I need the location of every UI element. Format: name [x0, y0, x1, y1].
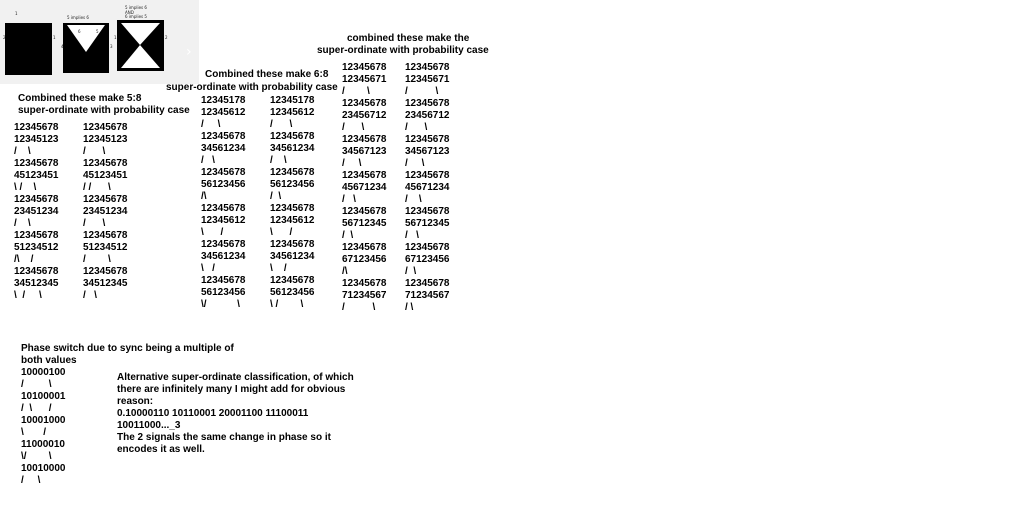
right-column-1 — [342, 62, 387, 314]
thumb-corner-1: 2 — [3, 35, 6, 40]
text-line: 12345678 — [201, 131, 246, 142]
text-line: 12345678 — [342, 206, 387, 217]
text-line: 12345612 — [201, 215, 246, 226]
left-column-1 — [14, 122, 59, 302]
text-line: 45671234 — [342, 182, 387, 193]
thumb-label-4: AND — [125, 10, 134, 15]
left-heading-2: super-ordinate with probability case — [18, 105, 190, 116]
text-line: 12345678 — [342, 98, 387, 109]
text-line: 45123451 — [83, 170, 128, 181]
thumb-label-5: 6 implies 5 — [125, 14, 147, 19]
text-line: 56123456 — [270, 287, 315, 298]
text-line: 67123456 — [342, 254, 387, 265]
text-line: 34567123 — [405, 146, 450, 157]
text-line: 12345678 — [405, 134, 450, 145]
text-line: / \ — [342, 230, 354, 241]
text-line: 12345178 — [201, 95, 246, 106]
text-line: \ / \ — [270, 299, 304, 310]
text-line: 34567123 — [342, 146, 387, 157]
text-line: 11000010 — [21, 439, 65, 450]
thumb-corner-8: 2 — [165, 35, 168, 40]
text-line: 10100001 — [21, 391, 66, 402]
text-line: 12345123 — [14, 134, 59, 145]
text-line: / \ — [270, 119, 293, 130]
text-line: / \ — [83, 146, 106, 157]
text-line: / \ — [342, 302, 376, 313]
text-line: 56123456 — [201, 179, 246, 190]
text-line: / \ — [405, 158, 425, 169]
left-column-2 — [83, 122, 128, 302]
text-line: 23451234 — [83, 206, 128, 217]
text-line: 12345678 — [270, 203, 315, 214]
text-line: 51234512 — [83, 242, 128, 253]
thumbnail-square-1 — [5, 23, 52, 75]
text-line: Alternative super-ordinate classification, of which — [117, 372, 354, 383]
text-line: 10010000 — [21, 463, 66, 474]
text-line: 12345678 — [405, 206, 450, 217]
text-line: 12345678 — [83, 122, 128, 133]
text-line: 51234512 — [14, 242, 59, 253]
thumb-corner-6: 5 — [96, 29, 99, 34]
thumbnail-diagrams — [0, 0, 199, 84]
text-line: 12345678 — [14, 194, 59, 205]
text-line: 23451234 — [14, 206, 59, 217]
text-line: 12345678 — [14, 122, 59, 133]
text-line: 12345671 — [405, 74, 450, 85]
text-line: 12345178 — [270, 95, 315, 106]
text-line: / \ — [83, 290, 97, 301]
text-line: 34561234 — [201, 143, 246, 154]
thumb-corner-3: 4 — [61, 44, 64, 49]
text-line: 12345678 — [342, 134, 387, 145]
text-line: 71234567 — [342, 290, 387, 301]
text-line: / \ — [14, 146, 31, 157]
text-line: 56123456 — [201, 287, 246, 298]
text-line: 34561234 — [270, 251, 315, 262]
text-line: 12345678 — [405, 62, 450, 73]
text-line: / \ — [83, 254, 111, 265]
text-line: encodes it as well. — [117, 444, 205, 455]
text-line: / \ — [405, 266, 417, 277]
text-line: /\ — [342, 266, 348, 277]
text-line: 12345678 — [270, 131, 315, 142]
text-line: 12345678 — [201, 275, 246, 286]
text-line: 12345612 — [201, 107, 246, 118]
text-line: \ / \ — [14, 182, 37, 193]
text-line: \ / — [21, 427, 47, 438]
text-line: 12345678 — [83, 194, 128, 205]
text-line: 56123456 — [270, 179, 315, 190]
left-heading-1: Combined these make 5:8 — [18, 93, 142, 104]
text-line: / \ / — [21, 403, 52, 414]
middle-heading-2: super-ordinate with probability case — [166, 82, 338, 93]
text-line: 34561234 — [201, 251, 246, 262]
chevron-right-icon[interactable]: › — [186, 44, 192, 60]
text-line: / \ — [270, 155, 287, 166]
thumb-label-2: 5 implies 6 — [67, 15, 89, 20]
text-line: \/ \ — [201, 299, 240, 310]
text-line: / \ — [405, 302, 414, 313]
text-line: 34561234 — [270, 143, 315, 154]
text-line: 23456712 — [405, 110, 450, 121]
text-line: 12345678 — [342, 62, 387, 73]
text-line: 12345678 — [201, 239, 246, 250]
middle-heading-1: Combined these make 6:8 — [205, 69, 329, 80]
middle-column-1 — [201, 95, 246, 311]
text-line: 10001000 — [21, 415, 66, 426]
text-line: 12345678 — [405, 98, 450, 109]
thumb-corner-4: 3 — [110, 44, 113, 49]
text-line: 12345678 — [83, 158, 128, 169]
text-line: / / \ — [83, 182, 111, 193]
text-line: 34512345 — [14, 278, 59, 289]
text-line: 12345678 — [270, 239, 315, 250]
text-line: 23456712 — [342, 110, 387, 121]
text-line: 56712345 — [405, 218, 450, 229]
thumbnail-diagram-3 — [117, 20, 164, 71]
text-line: 0.10000110 10110001 20001100 11100011 — [117, 408, 309, 419]
text-line: / \ — [342, 158, 362, 169]
text-line: 12345678 — [83, 230, 128, 241]
text-line: 12345612 — [270, 215, 315, 226]
text-line: 56712345 — [342, 218, 387, 229]
text-line: reason: — [117, 396, 154, 407]
text-line: / \ — [14, 218, 31, 229]
text-line: 12345678 — [405, 242, 450, 253]
text-line: \ / — [201, 263, 215, 274]
text-line: / \ — [201, 155, 215, 166]
text-line: there are infinitely many I might add for obvious — [117, 384, 346, 395]
text-line: / \ — [342, 122, 365, 133]
text-line: / \ — [405, 194, 422, 205]
text-line: 12345678 — [405, 278, 450, 289]
thumb-corner-5: 6 — [78, 29, 81, 34]
text-line: 67123456 — [405, 254, 450, 265]
text-line: / \ — [201, 119, 221, 130]
text-line: The 2 signals the same change in phase so it — [117, 432, 331, 443]
thumbnail-diagram-2 — [63, 23, 109, 73]
text-line: 12345678 — [201, 203, 246, 214]
text-line: 12345678 — [405, 170, 450, 181]
text-line: 12345671 — [342, 74, 387, 85]
text-line: \ / — [270, 227, 293, 238]
text-line: /\ — [201, 191, 207, 202]
right-column-2 — [405, 62, 450, 314]
text-line: 71234567 — [405, 290, 450, 301]
text-line: / \ — [21, 475, 41, 486]
text-line: 45123451 — [14, 170, 59, 181]
thumb-corner-7: 1 — [114, 35, 117, 40]
text-line: 12345678 — [270, 167, 315, 178]
phase-heading-1: Phase switch due to sync being a multiple of — [21, 343, 234, 354]
text-line: / \ — [342, 194, 356, 205]
text-line: / \ — [405, 230, 419, 241]
middle-column-2 — [270, 95, 315, 311]
phase-column — [21, 367, 66, 487]
text-line: / \ — [342, 86, 370, 97]
text-line: 34512345 — [83, 278, 128, 289]
right-heading-1: combined these make the — [347, 33, 470, 44]
text-line: 12345678 — [14, 266, 59, 277]
text-line: 12345678 — [342, 242, 387, 253]
text-line: \ / \ — [14, 290, 42, 301]
text-line: 12345612 — [270, 107, 315, 118]
phase-heading-2: both values — [21, 355, 77, 366]
text-line: \/ \ — [21, 451, 52, 462]
text-line: 12345678 — [201, 167, 246, 178]
text-line: \ / — [201, 227, 224, 238]
text-line: 12345678 — [14, 158, 59, 169]
text-line: 45671234 — [405, 182, 450, 193]
text-line: 12345123 — [83, 134, 128, 145]
thumb-label-1: 1 — [15, 11, 18, 16]
text-line: /\ / — [14, 254, 34, 265]
thumb-label-3: 5 implies 6 — [125, 5, 147, 10]
text-line: \ / — [270, 263, 287, 274]
text-line: 10000100 — [21, 367, 66, 378]
right-heading-2: super-ordinate with probability case — [317, 45, 489, 56]
text-line: 12345678 — [270, 275, 315, 286]
text-line: 12345678 — [342, 170, 387, 181]
thumb-corner-2: 1 — [53, 35, 56, 40]
text-line: / \ — [21, 379, 52, 390]
text-line: 10011000..._3 — [117, 420, 181, 431]
text-line: 12345678 — [83, 266, 128, 277]
text-line: / \ — [83, 218, 106, 229]
text-line: / \ — [270, 191, 282, 202]
text-line: 12345678 — [342, 278, 387, 289]
alternative-classification-text — [117, 372, 354, 456]
text-line: 12345678 — [14, 230, 59, 241]
text-line: / \ — [405, 122, 428, 133]
text-line: / \ — [405, 86, 439, 97]
